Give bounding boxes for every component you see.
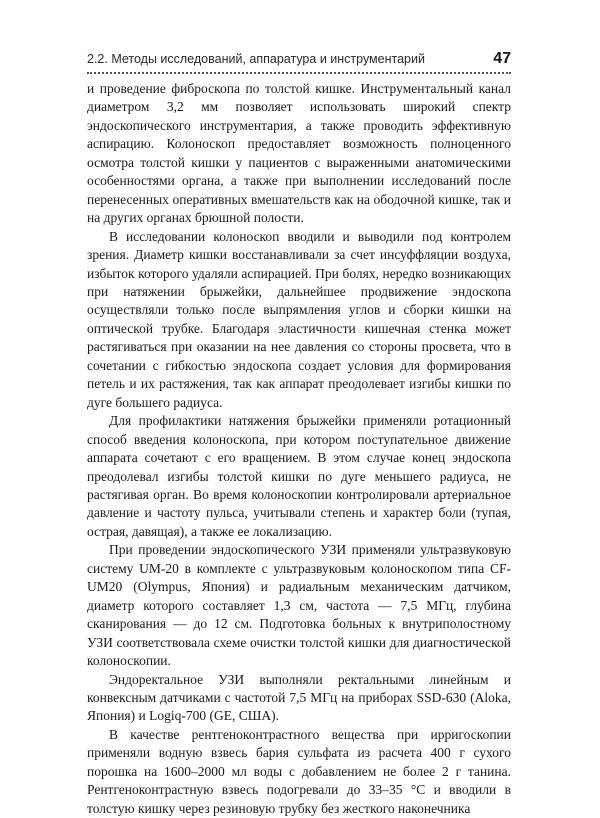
paragraph: При проведении эндоскопического УЗИ применяли ультразвуковую систему UM-20 в комплекте с ультразвуковым колоноскопом типа CF-UM20 (Olympus, Япония) и радиальным механическим датчиком, диаметр которого составляет 1,3 см, частота — 7,5 МГц, глубина сканирования — до 12 см. Подготовка больных к внутриполостному УЗИ соответствовала схеме очистки толстой кишки для диагностической колоноскопии. [87, 542, 511, 669]
body-text [87, 80, 511, 818]
paragraph: Для профилактики натяжения брыжейки применяли ротационный способ введения колоноскопа, при котором поступательное движение аппарата сочетают с его вращением. В этом случае конец эндоскопа преодолевал изгибы толстой кишки по дуге меньшего радиуса, не растягивая орган. Во время колоноскопии контролировали артериальное давление и частоту пульса, учитывали степень и характер боли (тупая, острая, давящая), а также ее локализацию. [87, 413, 511, 539]
paragraph: и проведение фиброскопа по толстой кишке. Инструментальный канал диаметром 3,2 мм позволяет использовать широкий спектр эндоскопического инструментария, а также проводить эффективную аспирацию. Колоноскоп предоставляет возможность полноценного осмотра толстой кишки у пациентов с выраженными анатомическими особенностями органа, а также при выполнении исследований после перенесенных оперативных вмешательств как на ободочной кишке, так и на других органах брюшной полости. [87, 81, 511, 226]
paragraph: В исследовании колоноскоп вводили и выводили под контролем зрения. Диаметр кишки восстанавливали за счет инсуффляции воздуха, избыток которого удаляли аспирацией. При болях, нередко возникающих при натяжении брыжейки, дальнейшее продвижение эндоскопа осуществляли только после выпрямления углов и сборки кишки на оптической трубке. Благодаря эластичности кишечная стенка может растягиваться при оказании на нее давления со стороны просвета, что в сочетании с гибкостью эндоскопа создает условия для формирования петель и их растяжения, так как аппарат преодолевает изгибы кишки по дуге большего радиуса. [87, 228, 511, 410]
running-header [87, 50, 511, 68]
page-number: 47 [493, 50, 511, 67]
paragraph: В качестве рентгеноконтрастного вещества при ирригоскопии применяли водную взвесь бария сульфата из расчета 400 г сухого порошка на 1600–2000 мл воды с добавлением не более 2 г танина. Рентгеноконтрастную взвесь подогревали до 33–35 °C и вводили в толстую кишку через резиновую трубку без жесткого наконечника [87, 726, 511, 816]
chapter-title: 2.2. Методы исследований, аппаратура и инструментарий [87, 52, 425, 66]
header-divider [87, 72, 511, 74]
paragraph: Эндоректальное УЗИ выполняли ректальными линейным и конвексным датчиками с частотой 7,5 МГц на приборах SSD-630 (Aloka, Япония) и Logiq-700 (GE, США). [87, 671, 511, 724]
